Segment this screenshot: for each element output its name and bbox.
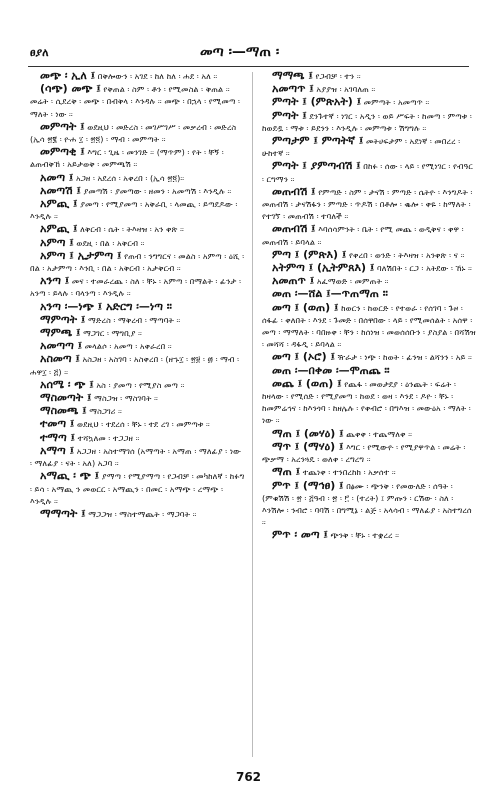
definition: መምጣት ፡ አመጣጥ ። xyxy=(363,97,430,108)
dictionary-entry xyxy=(30,353,245,377)
dictionary-entry xyxy=(30,223,245,235)
headword: አንጣ ፡—ነጭ ፤ አድርግ ፡—ነጣ ። xyxy=(40,299,172,313)
dictionary-entry xyxy=(30,172,245,184)
dictionary-entry xyxy=(262,110,477,134)
dictionary-entry xyxy=(30,275,245,299)
dictionary-entry xyxy=(30,70,245,82)
definition: ማስጋዝ ፡ ማስገባት ። xyxy=(94,393,158,404)
headword: አትምጣ ፤ (ኢትምጸእ) ፤ xyxy=(272,261,375,275)
dictionary-entry xyxy=(262,378,477,427)
headword: አምጣ ፤ xyxy=(40,235,74,249)
dictionary-entry xyxy=(262,441,477,465)
definition: እግር ፡ የሚውዮ ፡ የሚያዋጥል ፡ መሬት ፡ ጭቃማ ፡ አረንጓዴ ፡ ወለቀ ፡ ረግረግ ። xyxy=(262,441,466,465)
dictionary-entry xyxy=(262,262,477,274)
dictionary-entry xyxy=(262,83,477,95)
dictionary-entry xyxy=(262,466,477,478)
definition: ዥራታ ፡ ነጭ ፡ ከወት ፡ ፊንዝ ፡ ልሻንን ፡ አይ ። xyxy=(337,352,472,363)
headword: ተማጣ ፤ xyxy=(40,430,76,444)
definition: ተሻኳለመ ፡ ተጋጋዘ ። xyxy=(77,432,140,443)
headword: ምጥ ፤ (ማኅፀ) ፤ xyxy=(272,478,344,492)
dictionary-entry xyxy=(262,135,477,159)
definition: እባሰሳምንት ፡ ቤት ፡ የሚ መጨ ፡ ወዲቅና ፡ ቀዋ ፡ መጠብሽ ፡ ይባላል ። xyxy=(262,224,464,247)
headword: አመጣጥ ፤ xyxy=(272,82,314,96)
definition: ማጋገር ፡ ማግቢያ ። xyxy=(83,328,142,339)
definition: አስጋዘ ፡ አስገባ ፡ አስቀረበ ፡ (ዘኁ፲ ፡ ፳፱ ፡ ፴ ፡ ማብ ፡ ሐዋ፲ ፡ ፭) ። xyxy=(30,354,240,377)
right-column xyxy=(262,70,477,760)
page-label-top: ፀያለ xyxy=(30,46,49,59)
headword: መጠ ፡—በቀመ ፡—ሞጠጨ ። xyxy=(272,363,390,377)
definition: የጨፋ ፡ መወታደያ ፡ ዕንጨት ፡ ፍሬት ፡ ከዛላው ፡ የሚሰድ ፡ የሚያመጣ ፡ ከወደ ፡ ወዛ ፡ እንደ ፡ ዶዮ ፡ ቸኑ ፡ ከመምሬኅና ፡ ከእንጎባ ፡ ከዘሌሉ ፡ የቀብሮ ፡ በግእዝ ፡ መውዕአ ፡ ማለት ፡ ነው ። xyxy=(262,378,471,426)
definition: የምጣድ ፡ ስም ፡ ታናሽ ፡ ምጣድ ፡ ሴትዮ ፡ እንግዶት ፡ መጠብሽ ፡ ታናሽፋን ፡ ምጣድ ፡ ጥዶሽ ፡ በቶሎ ፡ ቈሎ ፡ ቀዬ ፡ ከማለት ፡ የተገኘ ፡ መጠብሽ ፡ ተባለች ። xyxy=(262,186,473,222)
headword: አመጣጣ ፤ xyxy=(40,339,83,353)
page-header: መጣ ፡—ማጠ ፡ xyxy=(200,44,280,60)
dictionary-entry xyxy=(30,314,245,326)
dictionary-entry xyxy=(30,121,245,145)
headword: መጣ ፤ (ወጠ) ፤ xyxy=(272,300,339,314)
left-column xyxy=(30,70,245,760)
dictionary-entry xyxy=(262,186,477,223)
headword: ተመጣ ፤ xyxy=(40,417,75,431)
definition: መትሀፍታም ፡ አደነኛ ፡ መበረረ ፡ ሁከተኛ ። xyxy=(262,136,461,159)
definition: ያመጣ ፡ የሚያመጣ ፡ አቅራቢ ፡ ላመጪ ፡ ይጣደዶው ፡ እንዲሉ ። xyxy=(30,199,238,222)
dictionary-entry xyxy=(30,146,245,170)
definition: ባለሽበት ፡ ርጋ ፡ አትደው ፡ ኸኑ ። xyxy=(377,263,472,274)
headword: መጣ ፤ (ኦሮ) ፤ xyxy=(272,350,335,364)
definition: የጋብቻ ፡ ተን ። xyxy=(315,71,361,81)
dictionary-entry xyxy=(262,529,477,541)
headword: ማምጫ ፤ xyxy=(40,326,81,340)
dictionary-entry xyxy=(30,250,245,274)
headword: ማጠ ፤ xyxy=(272,465,301,479)
definition: አፈማወድ ፡ መምጠት ። xyxy=(316,276,389,287)
dictionary-entry xyxy=(30,445,245,469)
headword: መጠብሽ ፤ xyxy=(272,222,316,236)
headword: አመጠጥ ፤ xyxy=(272,274,315,288)
definition: ወደዚህ ፡ ተደረሰ ፡ ቸኑ ፡ ተደ ረገ ፡ መምጣቱ ። xyxy=(77,419,210,430)
definition: ማስጋገሪ ። xyxy=(89,406,122,417)
column-divider xyxy=(252,72,253,757)
definition: አያያዝ ፡ አገባለጠ ። xyxy=(316,84,376,95)
definition: ለቅርብ ፡ ሴት ፡ ትእዛዝ ፡ አን ቀጽ ። xyxy=(80,224,184,235)
headword: አማጣ ፤ xyxy=(40,443,75,457)
headword: መጭ ፡ ኢለ ፤ xyxy=(40,70,96,82)
dictionary-entry xyxy=(30,392,245,404)
definition: የቅጠል ፡ ስም ፡ ቶን ፡ የሚመስል ፡ ቅጠል ። መሬት ፡ ሲደረቅ ፡ መጭ ፡ በብቅላ ፡ እንዳሉ ። መጭ ፡ በኋላ ፡ የሚመጣ ፡ ማለት ፡ ነው ። xyxy=(30,84,240,119)
dictionary-entry xyxy=(262,365,477,377)
definition: በቅሎውን ፡ አገደ ፡ ከለ ከለ ፡ ሐደ ፡ አለ ። xyxy=(97,71,218,81)
headword: ማስመጣት ፤ xyxy=(40,391,92,405)
definition: ወደዚ ፡ በል ፡ አቅርብ ። xyxy=(76,237,145,248)
definition: በፅሙ ፡ ጭንቅ ፡ የመውለድ ፡ ሰዓት ፡ (ምቁሽሽ ፡ ፳ ፡ ፭ዓብ ፡ ፳ ፡ ፫ ፡ (ተረት) ፤ ምጡን ፡ ርሽው ፡ ስለ ፡ እንሽሎ ፡ ንብሮ ፡ ባባሽ ፡ በግሚኔ ፡ ልጅ ፡ አላሳብ ፡ ማለፊያ ፡ አስተግረሰ ። xyxy=(262,480,472,528)
dictionary-entry xyxy=(262,302,477,351)
headword: መጨ ፤ (ወጠ) ፤ xyxy=(272,376,342,390)
dictionary-entry xyxy=(30,418,245,430)
definition: አጋጋዘ ፡ አስተማገሰ (አማጣት ፡ አማጠ ፡ ማለፊያ ፡ ነው ፡ ማለፊያ ፡ ናት ፡ አለ) አጋባ ። xyxy=(30,445,241,469)
headword: (ሳጭ) መጭ ፤ xyxy=(40,82,101,96)
definition: መላልሶ ፡ አመጣ ፡ አቀራረበ ። xyxy=(84,341,172,352)
headword: ማጠ ፤ (መሃዕ) ፤ xyxy=(272,426,344,440)
definition: አስ ፡ ያመጣ ፡ የሚያስ መጣ ። xyxy=(96,379,185,390)
dictionary-entry xyxy=(262,288,477,300)
definition: ጨቀቀ ፡ ተጨማለቀ ። xyxy=(346,428,413,439)
definition: የጠብ ፡ ንግግርና ፡ መልስ ፡ አምጣ ፡ ዕሺ ፡ በል ፡ አታምጣ ፡ እንቢ ፡ በል ፡ አቅርብ ፡ አታቅርብ ። xyxy=(30,250,245,274)
definition: ማጋጋዝ ፡ ማስተማጨት ፡ ማጋባት ። xyxy=(88,508,197,519)
dictionary-entry xyxy=(30,340,245,352)
headword: አምጪ ፤ xyxy=(40,222,78,236)
headword: ማማጣት ፤ xyxy=(40,506,86,520)
headword: ምጥ ፡ መጣ ፤ xyxy=(272,528,328,542)
headword: ምጣ ፤ (ምጽእ) ፤ xyxy=(272,247,347,261)
page-number: 762 xyxy=(235,770,262,784)
dictionary-entry xyxy=(30,301,245,313)
dictionary-entry xyxy=(262,428,477,440)
dictionary-entry xyxy=(30,237,245,249)
dictionary-entry xyxy=(30,470,245,507)
headword: ማማጫ ፤ xyxy=(272,70,313,82)
dictionary-entry xyxy=(30,405,245,417)
definition: መና ፡ ተመራረጨ ፡ ስለ ፡ ቸኑ ፡ አምጣ ፡ በማልት ፡ ፊንታ ፡ አንጣ ፡ ይላሉ ፡ ባላንጣ ፡ እንዲሉ ። xyxy=(30,276,242,299)
definition: ያማጣ ፡ የሚያማጣ ፡ የጋብቻ ፡ መካከለኛ ፡ ከፉግ ፡ ይሳ ፡ አማጪ ን መወርር ፡ አማጪን ፡ በመር ፡ አማጭ ፡ ረማጭ ፡ እንዲሉ ። xyxy=(30,471,245,506)
dictionary-entry xyxy=(262,223,477,247)
headword: አምጣ ፤ ኢታምጣ ፤ xyxy=(40,248,122,262)
headword: መምጣት ፤ xyxy=(40,119,85,133)
dictionary-entry xyxy=(262,249,477,261)
headword: አንጣ ፤ xyxy=(40,274,70,288)
dictionary-entry xyxy=(262,70,477,82)
headword: አሰሜ ፡ ጭ ፤ xyxy=(40,377,94,391)
dictionary-entry xyxy=(30,508,245,520)
definition: እግር ፡ ጊዜ ፡ መንገድ ። (ማጥም) ፡ የት ፡ ቸኝ ፡ ልጠብቅኸ ፡ አይታወቅ ፡ መምጫሽ ። xyxy=(30,147,224,170)
dictionary-entry xyxy=(262,275,477,287)
dictionary-entry xyxy=(262,96,477,108)
definition: በከፉ ፡ ሰው ፡ ላይ ፡ የሚነገር ፡ የብዓር ፡ ርግማን ። xyxy=(262,161,473,184)
headword: ምጣት ፤ (ምጽአት) ፤ xyxy=(272,95,362,109)
headword: ማምጣት ፤ xyxy=(40,312,86,326)
headword: አመጣሽ ፤ xyxy=(40,183,81,197)
headword: አምጪ ፤ xyxy=(40,197,78,211)
definition: ወደዚህ ፡ መድረስ ፡ መገሥገሥ ፡ መቃረብ ፡ መድረስ (ኢሳ ፳፪ ፡ ዮሐ ፲ ፡ ፳፬) ፡ ማብ ፡ መምጣት ። xyxy=(30,121,237,145)
dictionary-entry xyxy=(30,185,245,197)
definition: ከወርን ፡ ከወርድ ፡ የተወራ ፡ የሰገባ ፡ ጉዞ ፡ ሰፋፊ ፡ ቀለበት ፡ እንደ ፡ ጉመድ ፡ በሰዋበው ፡ ላይ ፡ የሚመሰልት ፡ አሰዋ ፡ መጣ ፡ ማማለት ፡ ባበዙቀ ፡ ቸን ፡ ከሰነዝ ፡ መወሰሰቡን ፡ ያስያል ፡ በሻሽዝ ፡ መሻሻ ፡ ዳፋዲ ፡ ይባላል ። xyxy=(262,302,476,350)
headword: ምጣታም ፤ ምጣትኛ ፤ xyxy=(272,134,364,148)
dictionary-entry xyxy=(262,351,477,363)
dictionary-entry xyxy=(30,83,245,120)
header-rule xyxy=(28,66,469,67)
dictionary-entry xyxy=(30,379,245,391)
headword: መጠብሽ ፤ xyxy=(272,184,316,198)
headword: መምጣቂ ፤ xyxy=(40,145,85,159)
headword: ምጣት ፤ xyxy=(272,108,307,122)
dictionary-entry xyxy=(30,327,245,339)
definition: ያመጣሽ ፡ ያመጣው ፡ ዘመን ፡ አመጣሽ ፡ እንዲሉ ። xyxy=(83,185,232,196)
headword: ማጥ ፤ (ማሃዕ) ፤ xyxy=(272,439,344,453)
definition: የቀረበ ፡ ወንድ ፡ ትእዛዝ ፡ አንቀጽ ፡ ና ። xyxy=(349,249,465,260)
definition: ማድረስ ፡ ማቅረብ ፡ ማጣባት ። xyxy=(87,314,181,325)
headword: አመጣ ፤ xyxy=(40,170,74,184)
definition: ተጨነቀ ፡ ተንበረከከ ፡ አቃሰተ ። xyxy=(302,467,396,478)
headword: ማስመጫ ፤ xyxy=(40,404,87,418)
definition: ጭንቅ ፡ ቸኑ ፡ ተቋረረ ። xyxy=(330,530,400,541)
dictionary-entry xyxy=(30,198,245,222)
dictionary-entry xyxy=(262,480,477,529)
headword: ምጣት ፤ ያምጣብሽ ፤ xyxy=(272,159,361,173)
headword: አስመጣ ፤ xyxy=(40,352,80,366)
dictionary-entry xyxy=(30,432,245,444)
dictionary-entry xyxy=(262,160,477,184)
headword: መጠ ፡—ሸል ፤—ጥጠማጠ ። xyxy=(272,287,388,301)
definition: ደንጉተኛ ፡ ነገር ፡ አዲን ፡ ወይ ሥፍት ፡ ከመጣ ፡ ምጣቱ ፡ ከወደዷ ፡ ማቱ ፡ ይደንን ፡ እንዲሉ ፡ መምጣቱ ፡ ሽግግሉ ። xyxy=(262,110,472,133)
headword: አማጪ ፡ ጭ ፤ xyxy=(40,469,100,483)
definition: አጋዘ ፡ አደረሰ ፡ አቀረበ ፡ (ኢሳ ፳፬)። xyxy=(76,172,185,183)
